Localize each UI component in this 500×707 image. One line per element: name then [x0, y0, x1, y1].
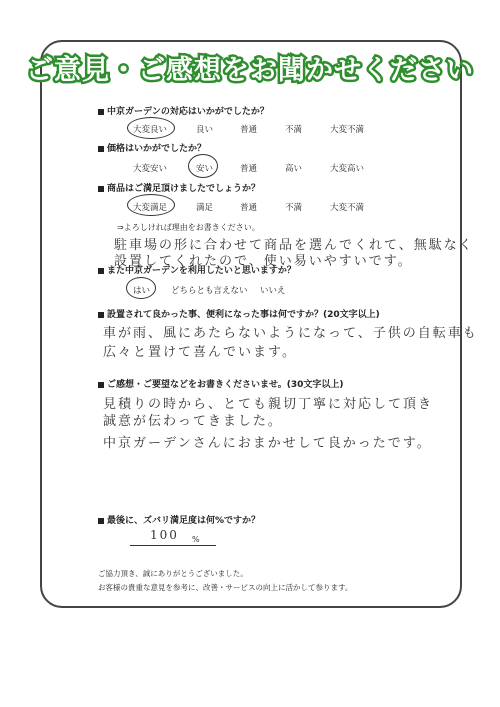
comments-answer-line-3: 中京ガーデンさんにおまかせして良かったです。 [103, 436, 432, 451]
question-benefits: 設置されて良かった事、便利になった事は何ですか？(20文字以上) [98, 307, 380, 320]
option-service-4[interactable]: 不満 [285, 125, 303, 135]
satisfaction-underline [130, 545, 216, 546]
option-product-4[interactable]: 不満 [285, 203, 303, 213]
question-satisfaction: 最後に、ズバリ満足度は何%ですか？ [98, 513, 260, 526]
selection-circle [188, 154, 218, 178]
question-service: 中京ガーデンの対応はいかがでしたか？ [98, 104, 269, 117]
reason-line-1: 駐車場の形に合わせて商品を選んでくれて、無駄なく [114, 238, 474, 253]
option-product-3[interactable]: 普通 [240, 203, 258, 213]
question-product: 商品はご満足頂けましたでしょうか？ [98, 181, 260, 194]
question-comments: ご感想・ご要望などをお書きくださいませ。(30文字以上) [98, 377, 343, 390]
footer-thanks: ご協力頂き、誠にありがとうございました。 [98, 569, 248, 578]
reason-prompt: ⇒よろしければ理由をお書きください。 [117, 223, 260, 232]
satisfaction-answer: 100 [150, 528, 179, 542]
question-price: 価格はいかがでしたか？ [98, 141, 206, 154]
option-reuse-1[interactable]: はい [133, 286, 151, 296]
comments-answer-line-2: 誠意が伝わってきました。 [103, 414, 283, 429]
option-price-5[interactable]: 大変高い [330, 164, 365, 174]
option-product-2[interactable]: 満足 [196, 203, 214, 213]
reason-line-2: 設置してくれたので、使い易いやすいです。 [114, 254, 413, 269]
option-price-3[interactable]: 普通 [240, 164, 258, 174]
option-reuse-3[interactable]: いいえ [260, 286, 286, 296]
comments-answer-line-1: 見積りの時から、とても親切丁寧に対応して頂き [103, 397, 434, 412]
option-price-2[interactable]: 安い [196, 164, 214, 174]
benefits-answer-line-1: 車が雨、風にあたらないようになって、子供の自転車も [103, 326, 478, 341]
survey-title: ご意見・ご感想をお聞かせください [26, 55, 474, 86]
satisfaction-unit: % [192, 535, 200, 544]
option-product-5[interactable]: 大変不満 [330, 203, 365, 213]
option-product-1[interactable]: 大変満足 [133, 203, 168, 213]
selection-circle [127, 194, 175, 216]
option-service-3[interactable]: 普通 [240, 125, 258, 135]
footer-note: お客様の貴重な意見を参考に、改善・サービスの向上に活かして参ります。 [98, 583, 353, 592]
option-reuse-2[interactable]: どちらとも言えない [171, 286, 248, 296]
question-reuse: また中京ガーデンを利用したいと思いますか？ [98, 263, 296, 276]
selection-circle [127, 117, 175, 139]
option-service-5[interactable]: 大変不満 [330, 125, 365, 135]
selection-circle [126, 277, 156, 299]
option-price-1[interactable]: 大変安い [133, 164, 168, 174]
option-service-1[interactable]: 大変良い [133, 125, 168, 135]
option-service-2[interactable]: 良い [196, 125, 214, 135]
benefits-answer-line-2: 広々と置けて喜んでいます。 [103, 345, 297, 360]
option-price-4[interactable]: 高い [285, 164, 303, 174]
